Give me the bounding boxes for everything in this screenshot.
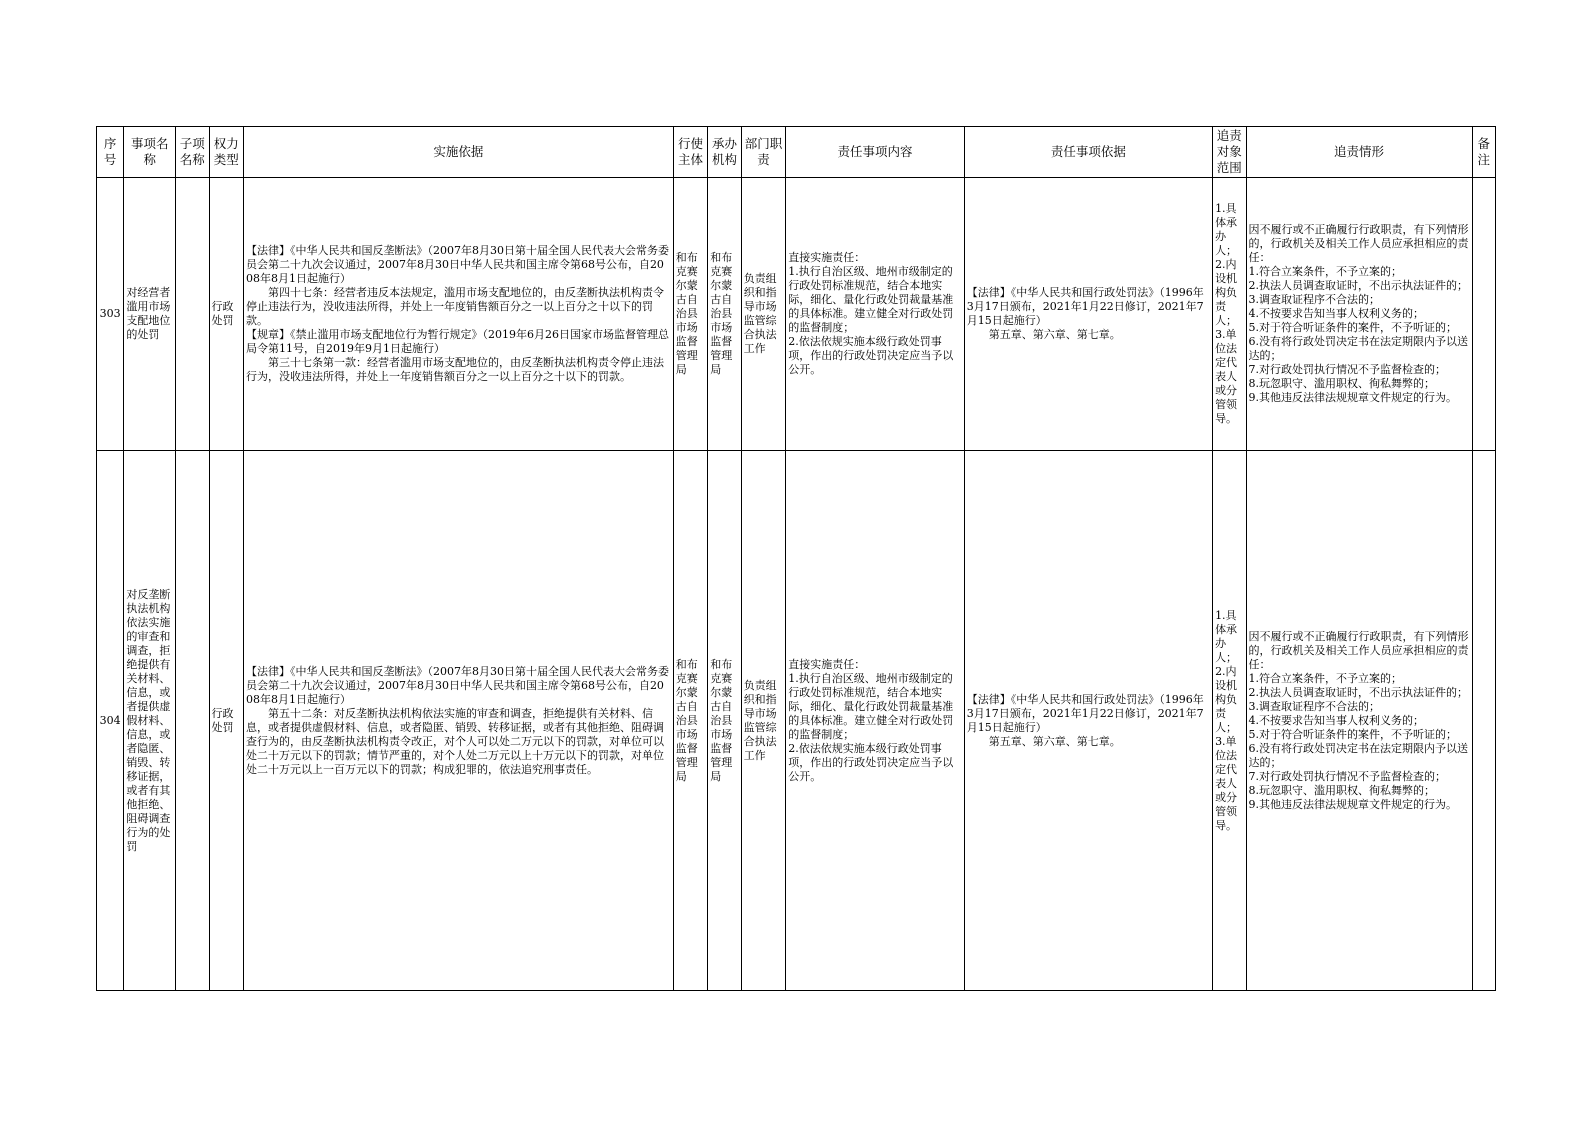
cell-subject: 和布克赛尔蒙古自治县市场监督管理局 xyxy=(673,451,707,991)
header-scope: 追责对象范围 xyxy=(1213,127,1246,178)
header-subject: 行使主体 xyxy=(673,127,707,178)
header-remark: 备注 xyxy=(1472,127,1495,178)
cell-power-type: 行政处罚 xyxy=(209,178,243,451)
header-item-name: 事项名称 xyxy=(124,127,176,178)
table-row xyxy=(97,451,1496,991)
header-resp-basis: 责任事项依据 xyxy=(964,127,1212,178)
cell-resp-content: 直接实施责任： 1.执行自治区级、地州市级制定的行政处罚标准规范，结合本地实际，细化、量化行政处罚裁量基准的具体标准。建立健全对行政处罚的监督制度； 2.依法依规实施本级行政处罚事项，作出的行政处罚决定应当予以公开。 xyxy=(786,178,964,451)
header-duty: 部门职责 xyxy=(741,127,786,178)
cell-situation: 因不履行或不正确履行行政职责，有下列情形的，行政机关及相关工作人员应承担相应的责任： 1.符合立案条件，不予立案的； 2.执法人员调查取证时，不出示执法证件的； 3.调查取证程序不合法的； 4.不按要求告知当事人权利义务的； 5.对于符合听证条件的案件，不予听证的； 6.没有将行政处罚决定书在法定期限内予以送达的； 7.对行政处罚执行情况不予监督检查的； 8.玩忽职守、滥用职权、徇私舞弊的； 9.其他违反法律法规规章文件规定的行为。 xyxy=(1246,178,1472,451)
cell-duty: 负责组织和指导市场监管综合执法工作 xyxy=(741,451,786,991)
cell-resp-basis: 【法律】《中华人民共和国行政处罚法》（1996年3月17日颁布，2021年1月22日修订，2021年7月15日起施行） 第五章、第六章、第七章。 xyxy=(964,451,1212,991)
cell-remark xyxy=(1472,178,1495,451)
cell-resp-content: 直接实施责任： 1.执行自治区级、地州市级制定的行政处罚标准规范，结合本地实际，细化、量化行政处罚裁量基准的具体标准。建立健全对行政处罚的监督制度； 2.依法依规实施本级行政处罚事项，作出的行政处罚决定应当予以公开。 xyxy=(786,451,964,991)
header-situation: 追责情形 xyxy=(1246,127,1472,178)
header-agency: 承办机构 xyxy=(708,127,741,178)
cell-subject: 和布克赛尔蒙古自治县市场监督管理局 xyxy=(673,178,707,451)
header-sub-item: 子项名称 xyxy=(176,127,209,178)
header-basis: 实施依据 xyxy=(243,127,673,178)
cell-sub-item xyxy=(176,451,209,991)
header-row xyxy=(97,127,1496,178)
cell-item-name: 对反垄断执法机构依法实施的审查和调查，拒绝提供有关材料、信息，或者提供虚假材料、信息，或者隐匿、销毁、转移证据，或者有其他拒绝、阻碍调查行为的处罚 xyxy=(124,451,176,991)
cell-basis: 【法律】《中华人民共和国反垄断法》（2007年8月30日第十届全国人民代表大会常务委员会第二十九次会议通过，2007年8月30日中华人民共和国主席令第68号公布，自2008年8月1日起施行） 第五十二条：对反垄断执法机构依法实施的审查和调查，拒绝提供有关材料、信息，或者提供虚假材料、信息，或者隐匿、销毁、转移证据，或者有其他拒绝、阻碍调查行为的，由反垄断执法机构责令改正，对个人可以处二万元以下的罚款，对单位可以处二十万元以下的罚款；情节严重的，对个人处二万元以上十万元以下的罚款，对单位处二十万元以上一百万元以下的罚款；构成犯罪的，依法追究刑事责任。 xyxy=(243,451,673,991)
cell-resp-basis: 【法律】《中华人民共和国行政处罚法》（1996年3月17日颁布，2021年1月22日修订，2021年7月15日起施行） 第五章、第六章、第七章。 xyxy=(964,178,1212,451)
cell-item-name: 对经营者滥用市场支配地位的处罚 xyxy=(124,178,176,451)
cell-situation: 因不履行或不正确履行行政职责，有下列情形的，行政机关及相关工作人员应承担相应的责任： 1.符合立案条件，不予立案的； 2.执法人员调查取证时，不出示执法证件的； 3.调查取证程序不合法的； 4.不按要求告知当事人权利义务的； 5.对于符合听证条件的案件，不予听证的； 6.没有将行政处罚决定书在法定期限内予以送达的； 7.对行政处罚执行情况不予监督检查的； 8.玩忽职守、滥用职权、徇私舞弊的； 9.其他违反法律法规规章文件规定的行为。 xyxy=(1246,451,1472,991)
header-seq: 序号 xyxy=(97,127,124,178)
header-power-type: 权力类型 xyxy=(209,127,243,178)
table-row xyxy=(97,178,1496,451)
cell-remark xyxy=(1472,451,1495,991)
cell-duty: 负责组织和指导市场监管综合执法工作 xyxy=(741,178,786,451)
cell-scope: 1.具体承办人； 2.内设机构负责人； 3.单位法定代表人或分管领导。 xyxy=(1213,178,1246,451)
responsibility-table xyxy=(96,126,1496,991)
cell-basis: 【法律】《中华人民共和国反垄断法》（2007年8月30日第十届全国人民代表大会常务委员会第二十九次会议通过，2007年8月30日中华人民共和国主席令第68号公布，自2008年8月1日起施行） 第四十七条：经营者违反本法规定，滥用市场支配地位的，由反垄断执法机构责令停止违法行为，没收违法所得，并处上一年度销售额百分之一以上百分之十以下的罚款。 【规章】《禁止滥用市场支配地位行为暂行规定》（2019年6月26日国家市场监督管理总局令第11号，自2019年9月1日起施行） 第三十七条第一款：经营者滥用市场支配地位的，由反垄断执法机构责令停止违法行为，没收违法所得，并处上一年度销售额百分之一以上百分之十以下的罚款。 xyxy=(243,178,673,451)
cell-seq: 303 xyxy=(97,178,124,451)
header-resp-content: 责任事项内容 xyxy=(786,127,964,178)
cell-scope: 1.具体承办人； 2.内设机构负责人； 3.单位法定代表人或分管领导。 xyxy=(1213,451,1246,991)
cell-seq: 304 xyxy=(97,451,124,991)
cell-agency: 和布克赛尔蒙古自治县市场监督管理局 xyxy=(708,178,741,451)
cell-sub-item xyxy=(176,178,209,451)
cell-power-type: 行政处罚 xyxy=(209,451,243,991)
cell-agency: 和布克赛尔蒙古自治县市场监督管理局 xyxy=(708,451,741,991)
